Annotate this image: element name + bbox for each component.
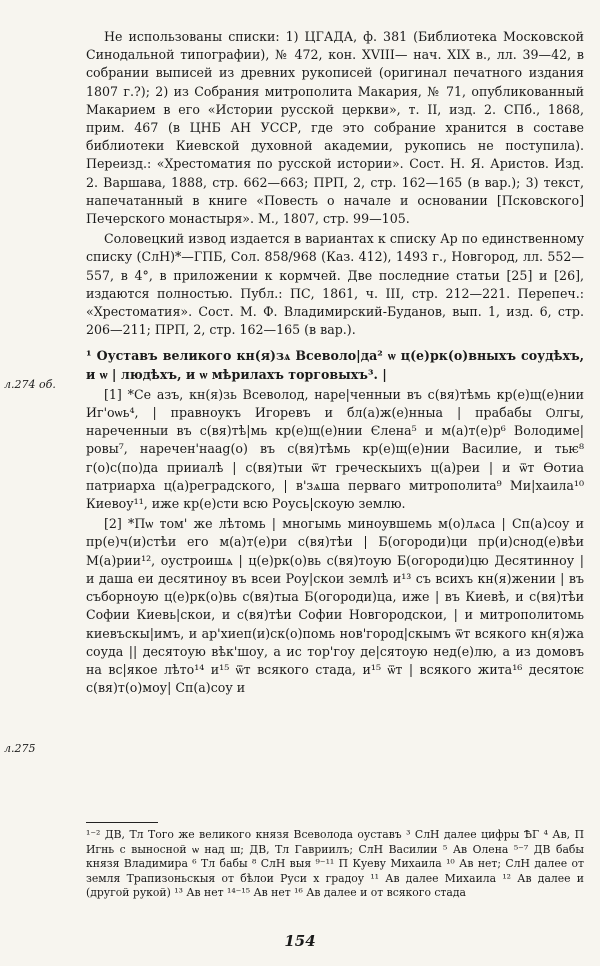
- text-paragraph-2: [2] *Пѡ том' же лѣтомь | многымь миноувшемь м(о)лѧса | Сп(а)соу и пр(е)ч(и)стѣи его м(а)т(е)ри с(вя)тѣи | Б(огороди)ци пр(и)снод(е)вѣи М(а)рии¹², оустроишѧ | ц(е)рк(о)вь с(вя)тоую Б(огороди)цю Десятинноу | и даша еи десятиноу въ всеи Роу|скои землѣ и¹³ съ всихъ кн(я)жении | въ съборноую ц(е)рк(о)вь с(вя)тыа Б(огороди)ца, иже | въ Киевѣ, и с(вя)тѣи Софии Киевь|скои, и с(вя)тѣи Софии Новгородскои, | и митрополитомь киевъскы|имъ, и ар'хиеп(и)ск(о)помь нов'город|скымъ ѿт всякого кн(я)жа соуда || десятоую вѣк'шоу, а ис тор'гоу де|сятоую нед(е)лю, а из домовъ на вс|якое лѣто¹⁴ и¹⁵ ѿт всякого стада, и¹⁵ ѿт | всякого жита¹⁶ десятоѥ с(вя)т(о)моу| Сп(а)соу и: [86, 516, 584, 696]
- main-column: [86, 28, 584, 697]
- margin-folio-274: л.274 об.: [4, 378, 56, 391]
- margin-folio-275: л.275: [4, 742, 36, 755]
- intro-paragraph-1: Не использованы списки: 1) ЦГАДА, ф. 381 (Библиотека Московской Синодальной типографии), № 472, кон. XVIII— нач. XIX в., лл. 39—42, в собрании выписей из древних рукописей (оригинал печатного издания 1807 г.?); 2) из Собрания митрополита Макария, № 71, опубликованный Макарием в его «Истории русской церкви», т. II, изд. 2. СПб., 1868, прим. 467 (в ЦНБ АН УССР, где это собрание хранится в составе библиотеки Киевской духовной академии, рукопись не поступила). Переизд.: «Хрестоматия по русской истории». Сост. Н. Я. Аристов. Изд. 2. Варшава, 1888, стр. 662—663; ПРП, 2, стр. 162—165 (в вар.); 3) текст, напечатанный в книге «Повесть о начале и основании [Псковского] Печерского монастыря». М., 1807, стр. 99—105.: [86, 29, 584, 227]
- footnotes: ¹⁻² ДВ, Тл Того же великого князя Всеволода оуставъ ³ СлН далее цифры ѢГ ⁴ Ав, П Игнь с выносной ѡ над ш; ДВ, Тл Гавриилъ; СлН Василии ⁵ Ав Олена ⁵⁻⁷ ДВ бабы князя Владимира ⁶ Тл бабы ⁸ СлН выя ⁹⁻¹¹ П Куеву Михаила ¹⁰ Ав нет; СлН далее от земля Трапизоньскыя от бѣлои Руси х градоу ¹¹ Ав далее Михаила ¹² Ав далее и (другой рукой) ¹³ Ав нет ¹⁴⁻¹⁵ Ав нет ¹⁶ Ав далее и от всякого стада: [86, 828, 584, 899]
- footnote-divider: [86, 822, 158, 823]
- intro-paragraph-2: Соловецкий извод издается в вариантах к списку Ар по единственному списку (СлН)*—ГПБ, Сол. 858/968 (Каз. 412), 1493 г., Новгород, лл. 552—557, в 4°, в приложении к кормчей. Две последние статьи [25] и [26], издаются полностью. Публ.: ПС, 1861, ч. III, стр. 212—221. Перепеч.: «Хрестоматия». Сост. М. Ф. Владимирский-Буданов, вып. 1, изд. 6, стр. 206—211; ПРП, 2, стр. 162—165 (в вар.).: [86, 231, 584, 338]
- text-paragraph-1: [1] *Се азъ, кн(я)зь Всеволод, наре|ченныи въ с(вя)тѣмь кр(е)щ(е)нии Иг'оѡь⁴, | правноукъ Игоревъ и бл(а)ж(е)нныа | прабабы Ѻлгы, нареченныи въ с(вя)тѣ|мь кр(е)щ(е)нии Єлена⁵ и м(а)т(е)р⁶ Володиме|ровы⁷, наречен'наag(о) въ с(вя)тѣмь кр(е)щ(е)нии Василие, и тьѥ⁸ г(о)с(по)да прииалѣ | с(вя)тыи ѿт греческыихъ ц(а)реи | и ѿт Ѳотиа патриарха ц(а)реградского, | в'зѧша перваго митрополита⁹ Ми|хаила¹⁰ Киевоу¹¹, иже кр(е)сти всю Роусь|скоую землю.: [86, 386, 584, 512]
- page-number: 154: [284, 932, 316, 950]
- section-heading: ¹ Оуставъ великого кн(я)зѧ Всеволо|да² ѡ ц(е)рк(о)вныхъ соудѣхъ, и ѡ | людѣхъ, и ѡ мѣрилахъ торговыхъ³. |: [86, 348, 584, 382]
